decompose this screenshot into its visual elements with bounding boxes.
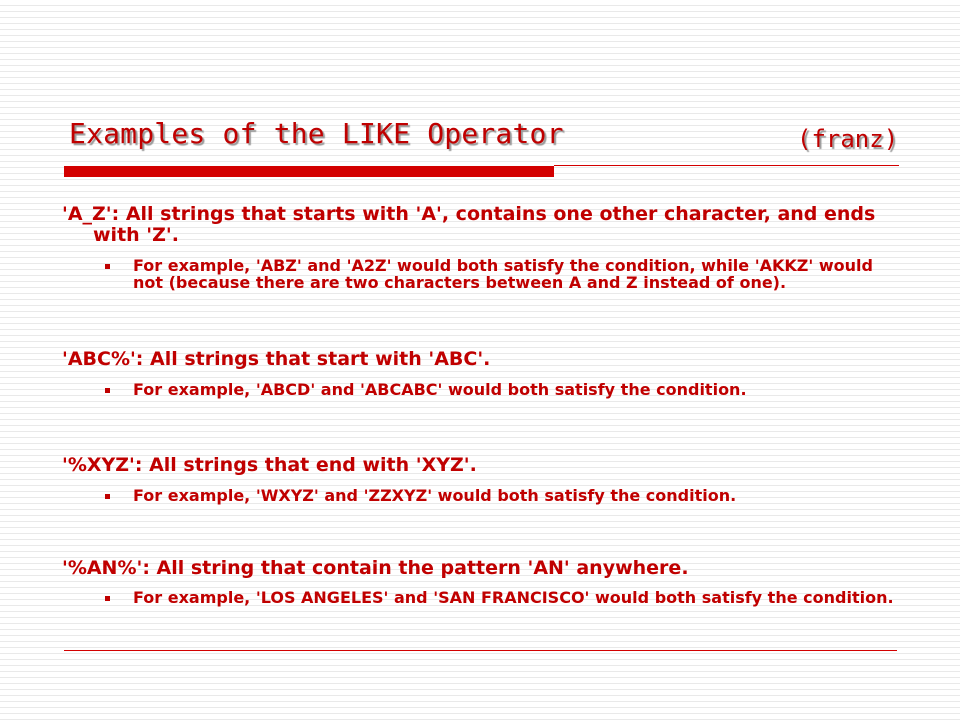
- example-bullet-item: [105, 257, 895, 291]
- example-text: For example, 'ABCD' and 'ABCABC' would both satisfy the condition.: [133, 380, 747, 399]
- slide-title: Examples of the LIKE Operator: [69, 117, 564, 150]
- example-text: For example, 'LOS ANGELES' and 'SAN FRANCISCO' would both satisfy the condition.: [133, 588, 894, 607]
- square-bullet-icon: [105, 388, 110, 393]
- example-text: For example, 'ABZ' and 'A2Z' would both satisfy the condition, while 'AKKZ' would not (because there are two characters between A and Z instead of one).: [133, 256, 873, 292]
- example-bullet-item: [105, 487, 895, 504]
- example-bullet-item: [105, 589, 895, 606]
- pattern-heading: 'ABC%': All strings that start with 'ABC'.: [62, 348, 491, 370]
- pattern-heading: '%AN%': All string that contain the pattern 'AN' anywhere.: [62, 557, 689, 579]
- pattern-heading: 'A_Z': All strings that starts with 'A', contains one other character, and ends with 'Z'.: [62, 203, 876, 246]
- square-bullet-icon: [105, 264, 110, 269]
- bottom-divider: [64, 650, 897, 651]
- slide-author: (franz): [797, 125, 899, 153]
- example-bullet-item: [105, 381, 895, 398]
- pattern-heading: '%XYZ': All strings that end with 'XYZ'.: [62, 454, 477, 476]
- example-text: For example, 'WXYZ' and 'ZZXYZ' would both satisfy the condition.: [133, 486, 737, 505]
- square-bullet-icon: [105, 494, 110, 499]
- square-bullet-icon: [105, 596, 110, 601]
